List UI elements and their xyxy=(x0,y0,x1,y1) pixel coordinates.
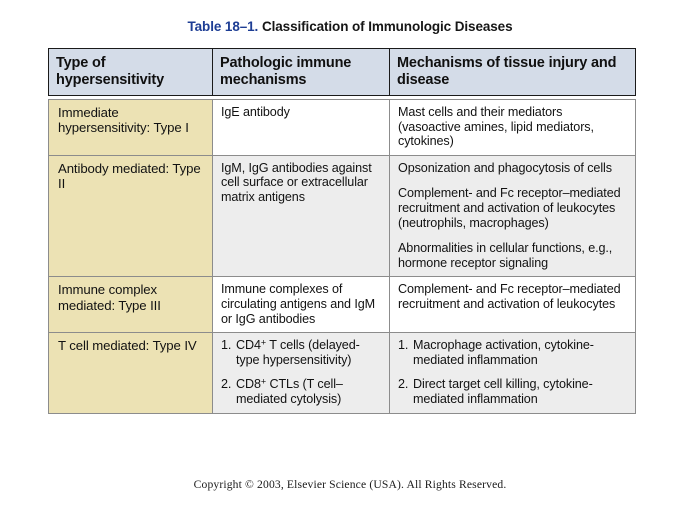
table-row xyxy=(49,277,636,333)
header-cell-injury: Mechanisms of tissue injury and disease xyxy=(390,49,636,96)
copyright-notice: Copyright © 2003, Elsevier Science (USA). All Rights Reserved. xyxy=(193,478,507,491)
list-text-pre: CD4 xyxy=(236,338,261,353)
list-item xyxy=(398,338,628,367)
cell-type: Antibody mediated: Type II xyxy=(49,155,213,277)
superscript-plus: + xyxy=(260,376,267,387)
table-row xyxy=(49,155,636,277)
paragraph: Opsonization and phagocytosis of cells xyxy=(398,160,612,175)
table-body xyxy=(49,96,636,414)
cell-type: T cell mediated: Type IV xyxy=(49,333,213,413)
list-text: Macrophage activation, cytokine-mediated inflammation xyxy=(413,338,594,367)
cell-injury xyxy=(390,277,636,333)
cell-mechanisms xyxy=(213,333,390,413)
table-header xyxy=(49,49,636,96)
list-text: Direct target cell killing, cytokine-mediated inflammation xyxy=(413,377,593,406)
table-number-label: Table 18–1. xyxy=(187,19,259,34)
header-row xyxy=(49,49,636,96)
list-number: 2. xyxy=(221,377,232,392)
table-title-text: Classification of Immunologic Diseases xyxy=(261,19,513,34)
numbered-list xyxy=(221,338,382,406)
numbered-list xyxy=(398,338,628,406)
list-number: 1. xyxy=(398,338,409,353)
header-cell-mechanisms: Pathologic immune mechanisms xyxy=(213,49,390,96)
superscript-plus: + xyxy=(260,337,267,348)
paragraph: Abnormalities in cellular functions, e.g., hormone receptor signaling xyxy=(398,241,613,270)
cell-mechanisms xyxy=(213,100,390,156)
list-text-post: T cells (delayed-type hypersensitivity) xyxy=(236,338,360,367)
table-container xyxy=(48,48,635,414)
cell-injury xyxy=(390,155,636,277)
paragraph: IgE antibody xyxy=(221,105,290,119)
cell-type: Immediate hypersensitivity: Type I xyxy=(49,100,213,156)
paragraph: IgM, IgG antibodies against cell surface or extracellular matrix antigens xyxy=(221,160,372,204)
figure-title xyxy=(0,19,700,35)
table-row xyxy=(49,333,636,413)
header-cell-type: Type of hypersensitivity xyxy=(49,49,213,96)
list-number: 2. xyxy=(398,377,409,392)
paragraph: Complement- and Fc receptor–mediated recruitment and activation of leukocytes (neutrophils, macrophages) xyxy=(398,186,621,230)
cell-mechanisms xyxy=(213,155,390,277)
cell-injury xyxy=(390,333,636,413)
cell-type: Immune complex mediated: Type III xyxy=(49,277,213,333)
cell-injury xyxy=(390,100,636,156)
cell-mechanisms xyxy=(213,277,390,333)
list-number: 1. xyxy=(221,338,232,353)
list-item xyxy=(221,338,382,367)
list-text-pre: CD8 xyxy=(236,377,261,392)
list-item xyxy=(221,377,382,406)
paragraph: Mast cells and their mediators (vasoactive amines, lipid mediators, cytokines) xyxy=(398,105,594,149)
paragraph: Complement- and Fc receptor–mediated recruitment and activation of leukocytes xyxy=(398,282,621,311)
table-row xyxy=(49,100,636,156)
immunologic-diseases-table xyxy=(48,48,636,414)
paragraph: Immune complexes of circulating antigens and IgM or IgG antibodies xyxy=(221,282,376,326)
list-text-post: CTLs (T cell–mediated cytolysis) xyxy=(236,377,343,406)
list-item xyxy=(398,377,628,406)
